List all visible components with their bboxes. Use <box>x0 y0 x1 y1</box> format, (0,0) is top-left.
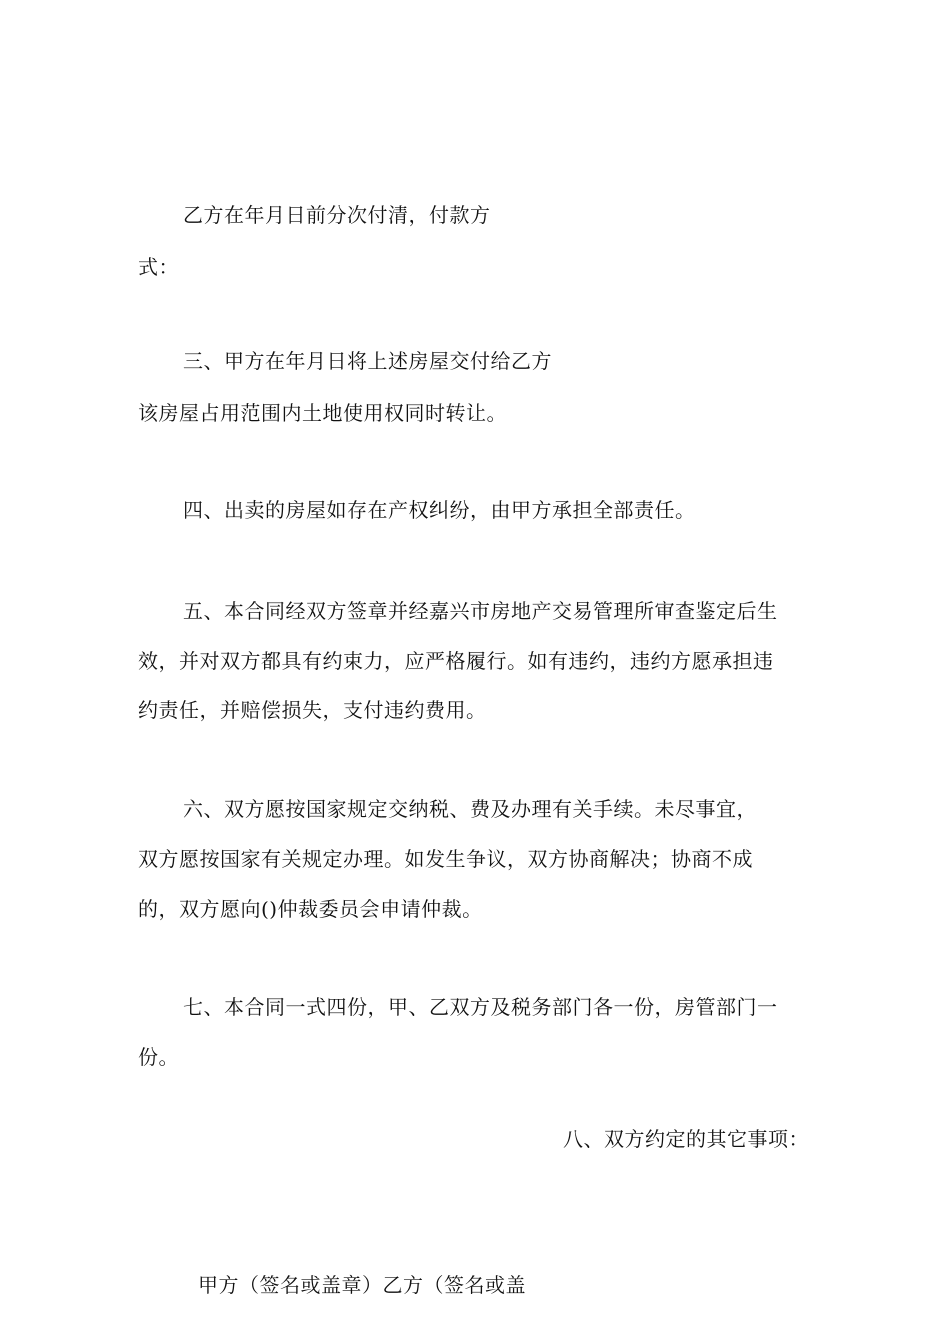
paragraph-payment-line-1: 乙方在年月日前分次付清，付款方 <box>183 203 491 227</box>
clause-5-line-1: 五、本合同经双方签章并经嘉兴市房地产交易管理所审查鉴定后生 <box>183 599 778 623</box>
clause-7-line-2: 份。 <box>138 1045 179 1069</box>
clause-3-line-1: 三、甲方在年月日将上述房屋交付给乙方 <box>183 349 552 373</box>
clause-4-line-1: 四、出卖的房屋如存在产权纠纷，由甲方承担全部责任。 <box>183 498 696 522</box>
clause-6-line-1: 六、双方愿按国家规定交纳税、费及办理有关手续。未尽事宜， <box>183 797 757 821</box>
clause-8-line-1: 八、双方约定的其它事项： <box>563 1127 809 1151</box>
clause-3-line-2: 该房屋占用范围内土地使用权同时转让。 <box>138 401 507 425</box>
clause-7-line-1: 七、本合同一式四份，甲、乙双方及税务部门各一份，房管部门一 <box>183 995 778 1019</box>
clause-5-line-2: 效，并对双方都具有约束力，应严格履行。如有违约，违约方愿承担违 <box>138 649 774 673</box>
clause-5-line-3: 约责任，并赔偿损失，支付违约费用。 <box>138 698 487 722</box>
signature-line: 甲方（签名或盖章）乙方（签名或盖 <box>198 1273 526 1297</box>
paragraph-payment-line-2: 式： <box>138 255 179 279</box>
clause-6-line-3: 的，双方愿向()仲裁委员会申请仲裁。 <box>138 897 483 921</box>
clause-6-line-2: 双方愿按国家有关规定办理。如发生争议，双方协商解决；协商不成 <box>138 847 753 871</box>
